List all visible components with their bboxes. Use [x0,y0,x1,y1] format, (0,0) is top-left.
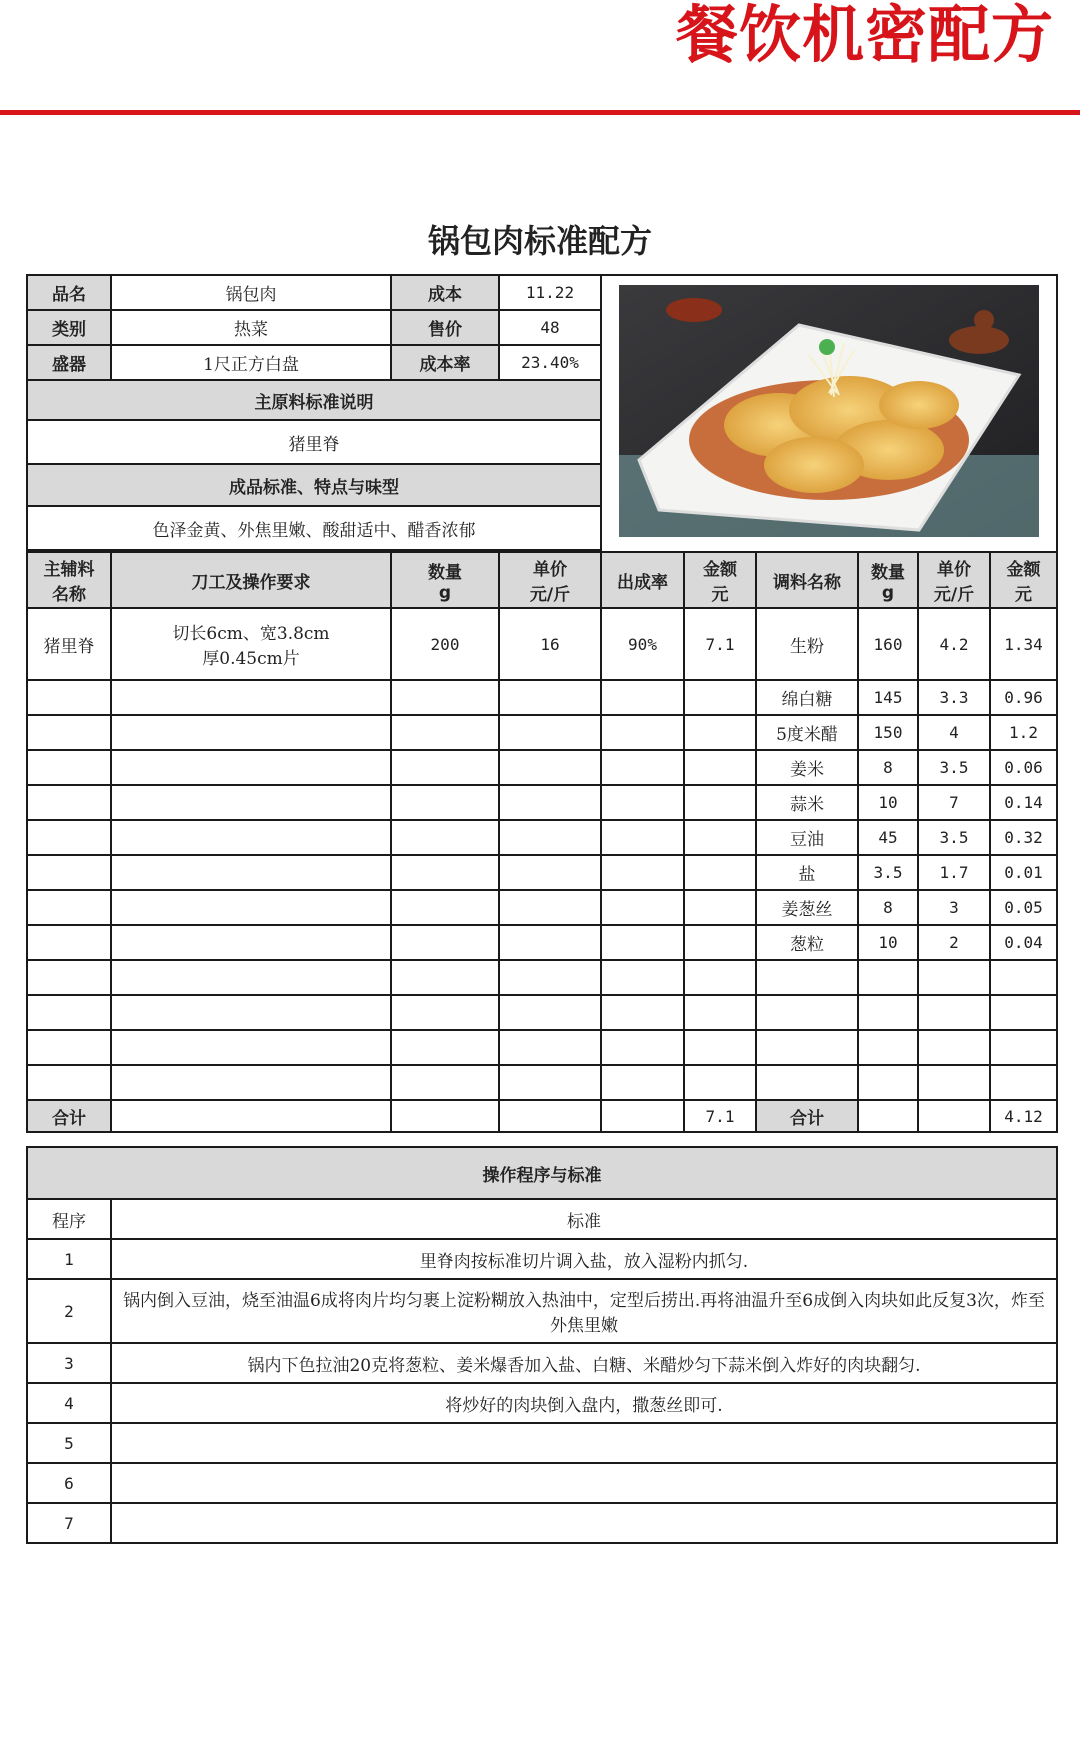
empty-cell [601,855,684,890]
step-number: 5 [27,1423,111,1463]
ingredient-row [27,608,1057,680]
knife-requirement: 切长6cm、宽3.8cm 厚0.45cm片 [111,608,391,680]
name-label: 品名 [27,275,111,310]
empty-cell [601,1065,684,1100]
step-number: 7 [27,1503,111,1543]
empty-cell [990,1030,1057,1065]
empty-cell [684,855,756,890]
step-number: 1 [27,1239,111,1279]
main-material-header: 主原料标准说明 [27,380,601,420]
empty-cell [756,1030,858,1065]
totals-row [27,1100,1057,1132]
seasoning-name: 姜米 [756,750,858,785]
empty-cell [601,715,684,750]
seasoning-qty: 3.5 [858,855,918,890]
empty-cell [391,1030,499,1065]
step-text [111,1423,1057,1463]
seasoning-amount: 0.04 [990,925,1057,960]
empty-cell [27,995,111,1030]
price-label: 售价 [391,310,499,345]
main-material-desc: 猪里脊 [27,420,601,464]
seasoning-name: 生粉 [756,608,858,680]
empty-cell [601,680,684,715]
empty-cell [858,995,918,1030]
empty-cell [499,890,601,925]
empty-cell [111,715,391,750]
seasoning-unit-price: 2 [918,925,990,960]
procedure-step-row [27,1343,1057,1383]
empty-cell [391,995,499,1030]
empty-cell [27,1065,111,1100]
seasoning-amount: 0.96 [990,680,1057,715]
empty-cell [111,750,391,785]
col-s-amount: 金额 元 [990,552,1057,608]
empty-cell [756,995,858,1030]
vessel-label: 盛器 [27,345,111,380]
col-amount: 金额 元 [684,552,756,608]
empty-cell [391,890,499,925]
seasoning-unit-price: 3.3 [918,680,990,715]
ingredient-row [27,855,1057,890]
empty-cell [858,1030,918,1065]
ingredient-row [27,1065,1057,1100]
empty-cell [499,995,601,1030]
empty-cell [27,680,111,715]
empty-cell [111,1065,391,1100]
empty-cell [684,750,756,785]
procedure-step-row [27,1383,1057,1423]
seasoning-unit-price: 7 [918,785,990,820]
col-seasoning: 调料名称 [756,552,858,608]
seasoning-amount: 0.14 [990,785,1057,820]
empty-cell [391,785,499,820]
brand-logo: 餐饮机密配方 [675,0,1054,71]
empty-cell [499,1030,601,1065]
step-text [111,1463,1057,1503]
column-header-row [27,552,1057,608]
col-main-name: 主辅料 名称 [27,552,111,608]
step-text: 将炒好的肉块倒入盘内，撒葱丝即可. [111,1383,1057,1423]
empty-cell [990,1065,1057,1100]
empty-cell [391,925,499,960]
empty-cell [858,960,918,995]
seasoning-amount: 0.05 [990,890,1057,925]
empty-cell [111,1030,391,1065]
seasoning-qty: 8 [858,890,918,925]
empty-cell [499,820,601,855]
ingredient-row [27,785,1057,820]
seasoning-unit-price: 1.7 [918,855,990,890]
step-text [111,1503,1057,1543]
empty-cell [858,1065,918,1100]
step-text: 锅内下色拉油20克将葱粒、姜米爆香加入盐、白糖、米醋炒匀下蒜米倒入炸好的肉块翻匀. [111,1343,1057,1383]
empty-cell [601,785,684,820]
empty-cell [499,960,601,995]
empty-cell [499,855,601,890]
cost-value: 11.22 [499,275,601,310]
empty-cell [27,855,111,890]
ingredient-row [27,820,1057,855]
seasoning-unit-price: 3.5 [918,820,990,855]
ingredient-row [27,960,1057,995]
col-s-unit-price: 单价 元/斤 [918,552,990,608]
col-standard: 标准 [111,1199,1057,1239]
ingredient-row [27,1030,1057,1065]
step-number: 4 [27,1383,111,1423]
empty-cell [27,715,111,750]
empty-cell [684,715,756,750]
seasoning-qty: 45 [858,820,918,855]
procedure-step-row [27,1463,1057,1503]
empty-cell [990,960,1057,995]
seasoning-name: 豆油 [756,820,858,855]
empty-cell [601,995,684,1030]
empty-cell [391,680,499,715]
empty-cell [499,1065,601,1100]
ingredient-row [27,680,1057,715]
step-number: 6 [27,1463,111,1503]
cost-rate-label: 成本率 [391,345,499,380]
seasoning-total-label: 合计 [756,1100,858,1132]
col-yield: 出成率 [601,552,684,608]
empty-cell [918,960,990,995]
empty-cell [684,680,756,715]
seasoning-unit-price: 4.2 [918,608,990,680]
ingredient-row [27,925,1057,960]
ingredient-row [27,890,1057,925]
main-ingredient-name: 猪里脊 [27,608,111,680]
col-s-qty: 数量 g [858,552,918,608]
main-total-amount: 7.1 [684,1100,756,1132]
empty-cell [684,1030,756,1065]
procedure-step-row [27,1503,1057,1543]
cost-rate-value: 23.40% [499,345,601,380]
finished-standard-header: 成品标准、特点与味型 [27,464,601,506]
empty-cell [918,1030,990,1065]
empty-cell [111,820,391,855]
empty-cell [684,995,756,1030]
seasoning-name: 姜葱丝 [756,890,858,925]
ingredient-row [27,995,1057,1030]
empty-cell [27,925,111,960]
seasoning-amount: 1.34 [990,608,1057,680]
empty-cell [27,890,111,925]
empty-cell [111,995,391,1030]
empty-cell [499,715,601,750]
seasoning-name: 蒜米 [756,785,858,820]
empty-cell [601,890,684,925]
step-number: 3 [27,1343,111,1383]
empty-cell [684,960,756,995]
empty-cell [756,1065,858,1100]
seasoning-qty: 10 [858,785,918,820]
procedure-step-row [27,1239,1057,1279]
empty-cell [27,1030,111,1065]
main-yield: 90% [601,608,684,680]
main-unit-price: 16 [499,608,601,680]
finished-standard-desc: 色泽金黄、外焦里嫩、酸甜适中、醋香浓郁 [27,506,601,550]
empty-cell [918,1065,990,1100]
empty-cell [499,750,601,785]
procedure-step-row [27,1423,1057,1463]
price-value: 48 [499,310,601,345]
main-qty: 200 [391,608,499,680]
seasoning-amount: 0.06 [990,750,1057,785]
empty-cell [111,960,391,995]
dish-photo-cell [601,275,1057,552]
total-label: 合计 [27,1100,111,1132]
empty-cell [27,750,111,785]
ingredient-row [27,715,1057,750]
seasoning-amount: 0.01 [990,855,1057,890]
empty-cell [391,820,499,855]
ingredient-row [27,750,1057,785]
seasoning-qty: 10 [858,925,918,960]
empty-cell [111,680,391,715]
empty-cell [27,960,111,995]
empty-cell [684,785,756,820]
empty-cell [111,855,391,890]
empty-cell [601,1030,684,1065]
empty-cell [601,820,684,855]
step-text: 锅内倒入豆油，烧至油温6成将肉片均匀裹上淀粉糊放入热油中，定型后捞出.再将油温升至6成倒入肉块如此反复3次，炸至外焦里嫩 [111,1279,1057,1343]
empty-cell [27,785,111,820]
seasoning-amount: 0.32 [990,820,1057,855]
dish-name: 锅包肉 [111,275,391,310]
empty-cell [601,750,684,785]
empty-cell [601,925,684,960]
empty-cell [111,925,391,960]
seasoning-amount: 1.2 [990,715,1057,750]
col-unit-price: 单价 元/斤 [499,552,601,608]
seasoning-qty: 145 [858,680,918,715]
seasoning-qty: 8 [858,750,918,785]
seasoning-unit-price: 3 [918,890,990,925]
empty-cell [499,785,601,820]
empty-cell [990,995,1057,1030]
seasoning-unit-price: 4 [918,715,990,750]
empty-cell [601,960,684,995]
empty-cell [499,680,601,715]
empty-cell [756,960,858,995]
procedure-table [26,1146,1058,1544]
seasoning-name: 盐 [756,855,858,890]
header-divider [0,110,1080,115]
seasoning-unit-price: 3.5 [918,750,990,785]
empty-cell [111,785,391,820]
empty-cell [391,960,499,995]
empty-cell [684,1065,756,1100]
col-step: 程序 [27,1199,111,1239]
col-knife: 刀工及操作要求 [111,552,391,608]
empty-cell [684,890,756,925]
seasoning-name: 5度米醋 [756,715,858,750]
main-amount: 7.1 [684,608,756,680]
empty-cell [918,995,990,1030]
seasoning-name: 葱粒 [756,925,858,960]
empty-cell [27,820,111,855]
cost-label: 成本 [391,275,499,310]
seasoning-total-amount: 4.12 [990,1100,1057,1132]
dish-photo [619,285,1039,537]
step-text: 里脊肉按标准切片调入盐，放入湿粉内抓匀. [111,1239,1057,1279]
page-title: 锅包肉标准配方 [427,222,652,260]
category-value: 热菜 [111,310,391,345]
empty-cell [391,1065,499,1100]
recipe-table [26,274,1058,1133]
seasoning-name: 绵白糖 [756,680,858,715]
step-number: 2 [27,1279,111,1343]
empty-cell [684,820,756,855]
col-qty: 数量 g [391,552,499,608]
empty-cell [684,925,756,960]
empty-cell [111,890,391,925]
empty-cell [391,855,499,890]
procedure-header: 操作程序与标准 [27,1147,1057,1199]
category-label: 类别 [27,310,111,345]
empty-cell [391,715,499,750]
procedure-step-row [27,1279,1057,1343]
seasoning-qty: 150 [858,715,918,750]
empty-cell [391,750,499,785]
vessel-value: 1尺正方白盘 [111,345,391,380]
seasoning-qty: 160 [858,608,918,680]
empty-cell [499,925,601,960]
